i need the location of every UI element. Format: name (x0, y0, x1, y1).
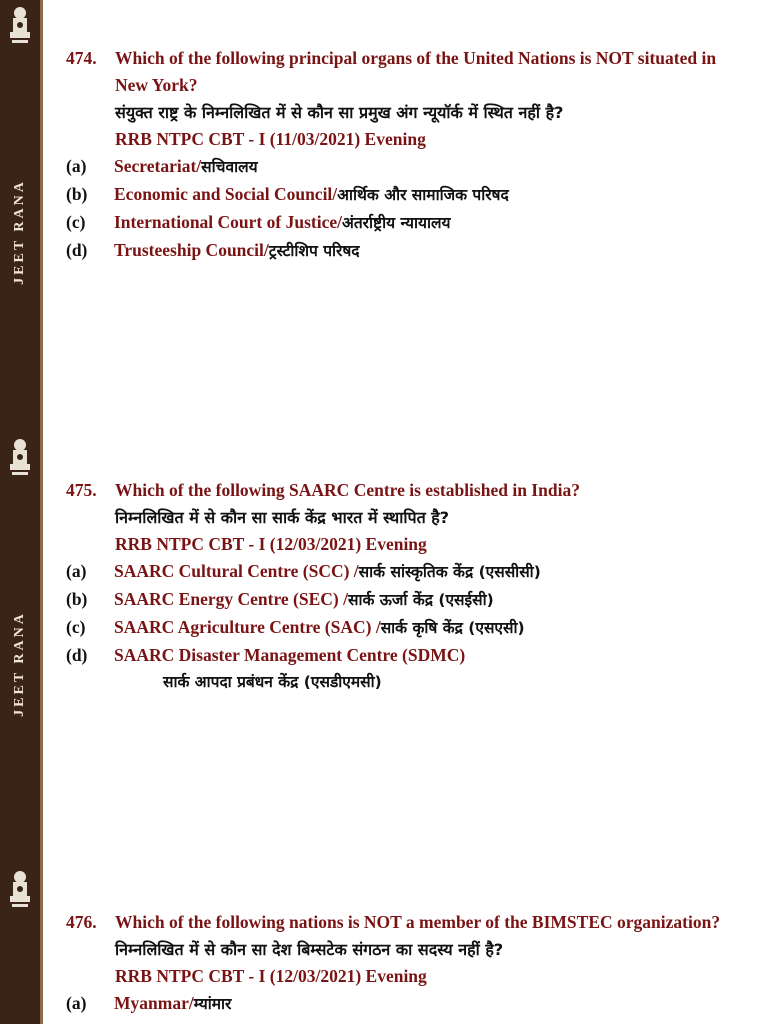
option-label: (a) (66, 561, 87, 581)
option-hindi: सार्क सांस्कृतिक केंद्र (एससीसी) (358, 563, 541, 581)
option-a (66, 153, 762, 181)
option-hindi: ट्रस्टीशिप परिषद (268, 242, 360, 260)
option-hindi: म्यांमार (193, 995, 232, 1013)
question-number: 476. (66, 912, 97, 932)
option-c (66, 614, 762, 642)
option-c (66, 209, 762, 237)
sidebar (0, 0, 43, 432)
question-number: 475. (66, 480, 97, 500)
option-hindi-continuation: सार्क आपदा प्रबंधन केंद्र (एसडीएमसी) (163, 673, 382, 691)
option-label: (c) (66, 617, 86, 637)
question-hindi: संयुक्त राष्ट्र के निम्नलिखित में से कौन सा प्रमुख अंग न्यूयॉर्क में स्थित नहीं है? (115, 103, 564, 122)
option-hindi: आर्थिक और सामाजिक परिषद (337, 186, 509, 204)
option-english: SAARC Disaster Management Centre (SDMC) (114, 645, 466, 665)
question-english (66, 477, 762, 504)
question-text-line1: Which of the following nations is NOT a member of the BIMSTEC organization? (115, 912, 721, 932)
exam-reference: RRB NTPC CBT - I (11/03/2021) Evening (115, 129, 426, 149)
national-emblem-icon (4, 868, 36, 912)
option-english: Trusteeship Council/ (114, 240, 269, 260)
option-english: SAARC Energy Centre (SEC) / (114, 589, 348, 609)
sidebar (0, 864, 43, 1024)
option-english: SAARC Agriculture Centre (SAC) / (114, 617, 381, 637)
question-english-cont (66, 72, 762, 99)
option-d (66, 642, 762, 669)
exam-reference: RRB NTPC CBT - I (12/03/2021) Evening (115, 534, 427, 554)
question-474 (66, 45, 762, 265)
option-english: International Court of Justice/ (114, 212, 342, 232)
sidebar (0, 432, 43, 864)
option-label: (d) (66, 645, 88, 665)
option-label: (b) (66, 589, 88, 609)
question-text-line1: Which of the following SAARC Centre is established in India? (115, 480, 580, 500)
sidebar-label: JEET RANA (12, 611, 27, 717)
national-emblem-icon (4, 4, 36, 48)
option-english: Secretariat/ (114, 156, 202, 176)
question-hindi: निम्नलिखित में से कौन सा सार्क केंद्र भारत में स्थापित है? (115, 508, 450, 527)
option-hindi: सार्क कृषि केंद्र (एसएसी) (380, 619, 525, 637)
question-hindi: निम्नलिखित में से कौन सा देश बिम्सटेक संगठन का सदस्य नहीं है? (115, 940, 504, 959)
option-english: Myanmar/ (114, 993, 194, 1013)
option-hindi: अंतर्राष्ट्रीय न्यायालय (341, 214, 451, 232)
option-label: (a) (66, 156, 87, 176)
option-label: (d) (66, 240, 88, 260)
option-hindi: सार्क ऊर्जा केंद्र (एसईसी) (347, 591, 494, 609)
question-number: 474. (66, 48, 97, 68)
option-hindi: सचिवालय (201, 158, 258, 176)
option-a (66, 558, 762, 586)
option-label: (b) (66, 184, 88, 204)
sidebar-label: JEET RANA (12, 179, 27, 285)
question-476 (66, 909, 762, 1018)
option-d (66, 237, 762, 265)
option-b (66, 586, 762, 614)
option-english: Economic and Social Council/ (114, 184, 338, 204)
option-b (66, 181, 762, 209)
question-panel-475 (0, 432, 768, 864)
question-english (66, 45, 762, 72)
question-text-line2: New York? (115, 75, 198, 95)
exam-reference: RRB NTPC CBT - I (12/03/2021) Evening (115, 966, 427, 986)
option-a (66, 990, 762, 1018)
question-english (66, 909, 762, 936)
option-label: (c) (66, 212, 86, 232)
national-emblem-icon (4, 436, 36, 480)
option-label: (a) (66, 993, 87, 1013)
question-475 (66, 477, 762, 696)
question-panel-476 (0, 864, 768, 1024)
option-english: SAARC Cultural Centre (SCC) / (114, 561, 359, 581)
question-text-line1: Which of the following principal organs of the United Nations is NOT situated in (115, 48, 717, 68)
question-panel-474 (0, 0, 768, 432)
